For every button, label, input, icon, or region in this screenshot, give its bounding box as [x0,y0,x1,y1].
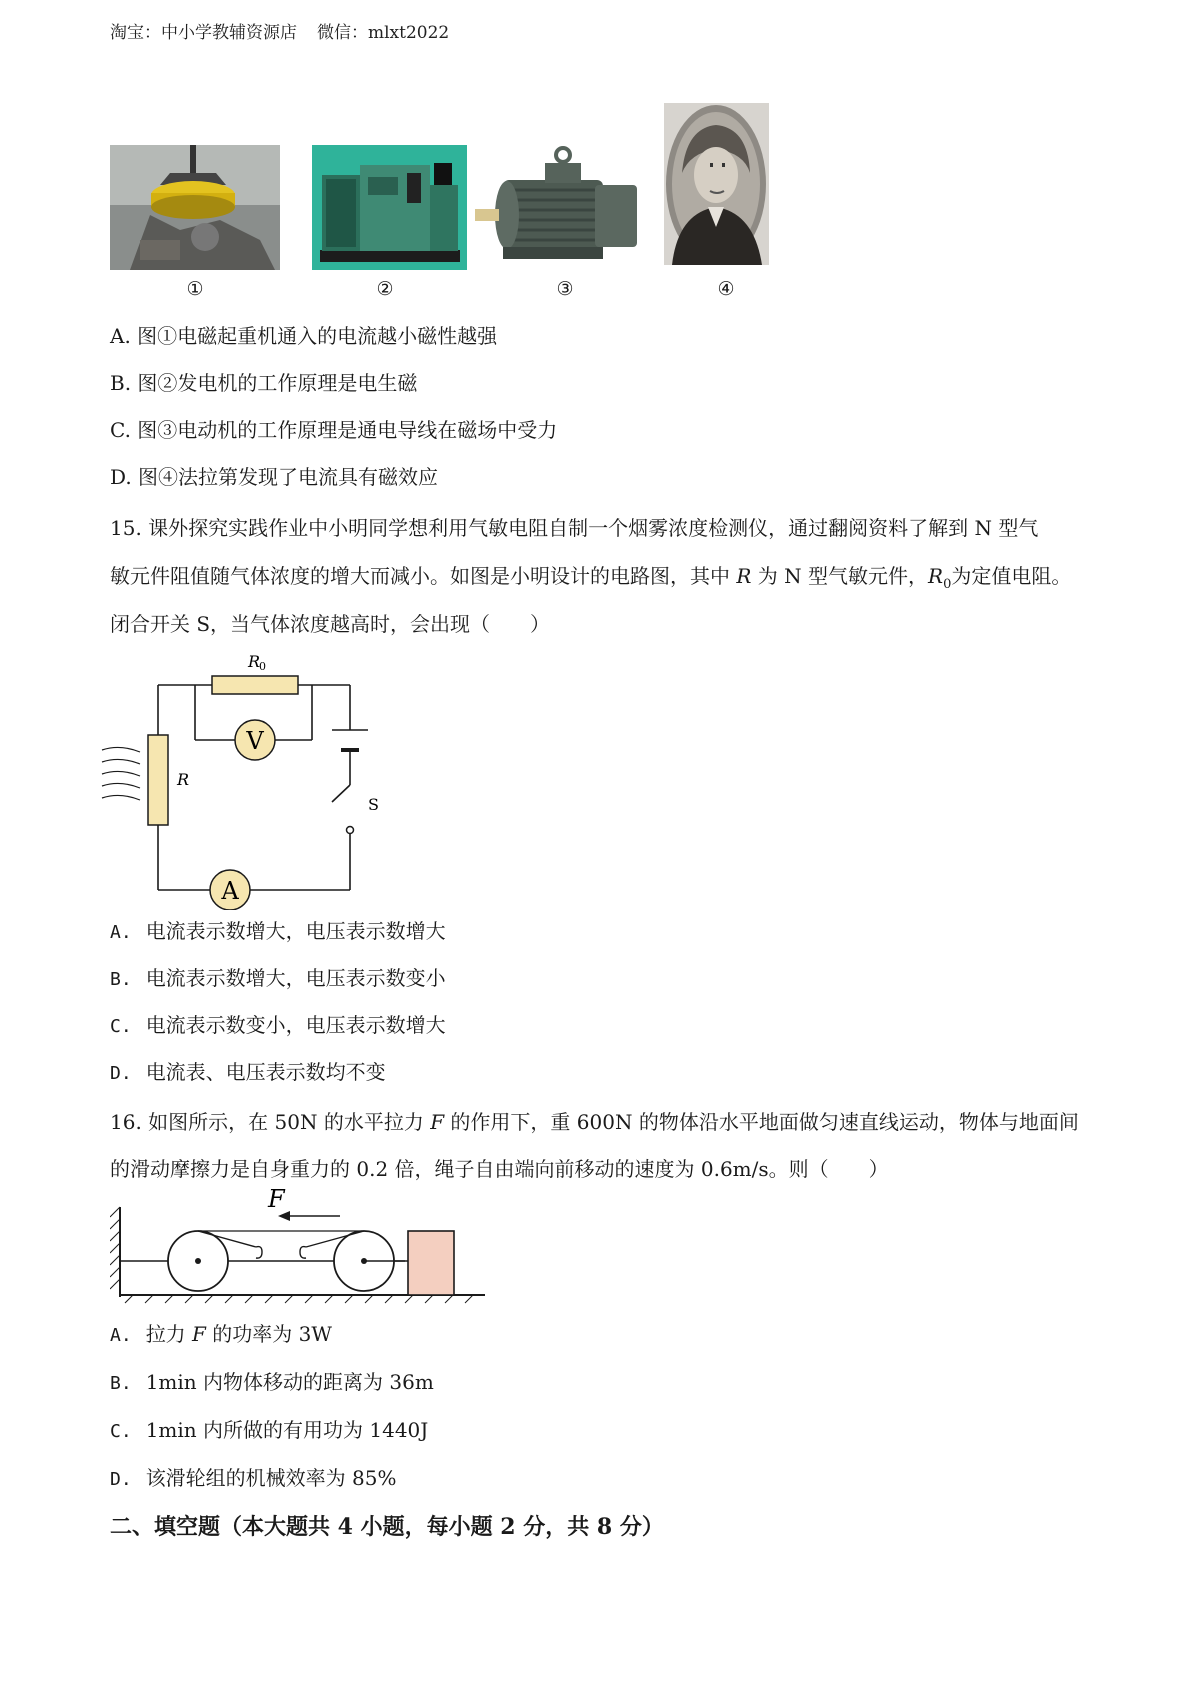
r-gas-sensor [148,735,168,825]
figure-caption-1: ① [186,278,204,300]
q14-option-b: B. 图②发电机的工作原理是电生磁 [110,371,418,395]
wechat-id: 微信：mlxt2022 [317,23,450,43]
q15-option-c: C. 电流表示数变小，电压表示数增大 [110,1013,446,1037]
q15-stem-line2: 敏元件阻值随气体浓度的增大而减小。如图是小明设计的电路图，其中 R 为 N 型气敏元件，$R_0$为定值电阻。 [110,564,1072,592]
q16-option-c: C. 1min 内所做的有用功为 1440J [110,1418,429,1442]
r-label: R [177,770,190,789]
figure-caption-4: ④ [717,278,735,300]
q15-stem-line3: 闭合开关 S，当气体浓度越高时，会出现（ ） [110,612,551,636]
q16-stem-line1: 16. 如图所示，在 50N 的水平拉力 F 的作用下，重 600N 的物体沿水平地面做匀速直线运动，物体与地面间 [110,1110,1079,1134]
q14-option-a: A. 图①电磁起重机通入的电流越小磁性越强 [110,324,498,348]
q15-option-d: D. 电流表、电压表示数均不变 [110,1060,386,1084]
q15-stem-line1: 15. 课外探究实践作业中小明同学想利用气敏电阻自制一个烟雾浓度检测仪，通过翻阅资料了解到 N 型气 [110,516,1039,540]
figure-caption-2: ② [376,278,394,300]
figure-caption-3: ③ [556,278,574,300]
switch-label: S [368,795,379,814]
gas-waves-icon [102,747,140,800]
q16-option-a: A. 拉力 F 的功率为 3W [110,1322,332,1346]
r0-label-sub: 0 [259,660,266,673]
pulley-diagram [110,1185,490,1305]
object-block [408,1231,454,1295]
generator-photo-icon [312,145,467,270]
faraday-portrait-icon [664,103,769,265]
section-title: 二、填空题（本大题共 4 小题，每小题 2 分，共 8 分） [110,1514,664,1540]
q14-option-c: C. 图③电动机的工作原理是通电导线在磁场中受力 [110,418,558,442]
q14-option-d: D. 图④法拉第发现了电流具有磁效应 [110,465,439,489]
ammeter-label: A [221,877,239,905]
electromagnetic-crane-photo-icon [110,145,280,270]
q16-option-d: D. 该滑轮组的机械效率为 85% [110,1466,397,1490]
q16-stem-line2: 的滑动摩擦力是自身重力的 0.2 倍，绳子自由端向前移动的速度为 0.6m/s。则（ ） [110,1157,889,1181]
r0-resistor [212,676,298,694]
circuit-diagram [100,640,400,910]
q16-option-b: B. 1min 内物体移动的距离为 36m [110,1370,434,1394]
voltmeter-label: V [246,727,264,755]
r0-label: R [248,652,261,671]
force-label: F [268,1185,285,1213]
q15-option-b: B. 电流表示数增大，电压表示数变小 [110,966,446,990]
q15-option-a: A. 电流表示数增大，电压表示数增大 [110,919,446,943]
page-header [110,18,449,43]
shop-name: 淘宝：中小学教辅资源店 [110,23,297,43]
electric-motor-photo-icon [475,145,645,270]
